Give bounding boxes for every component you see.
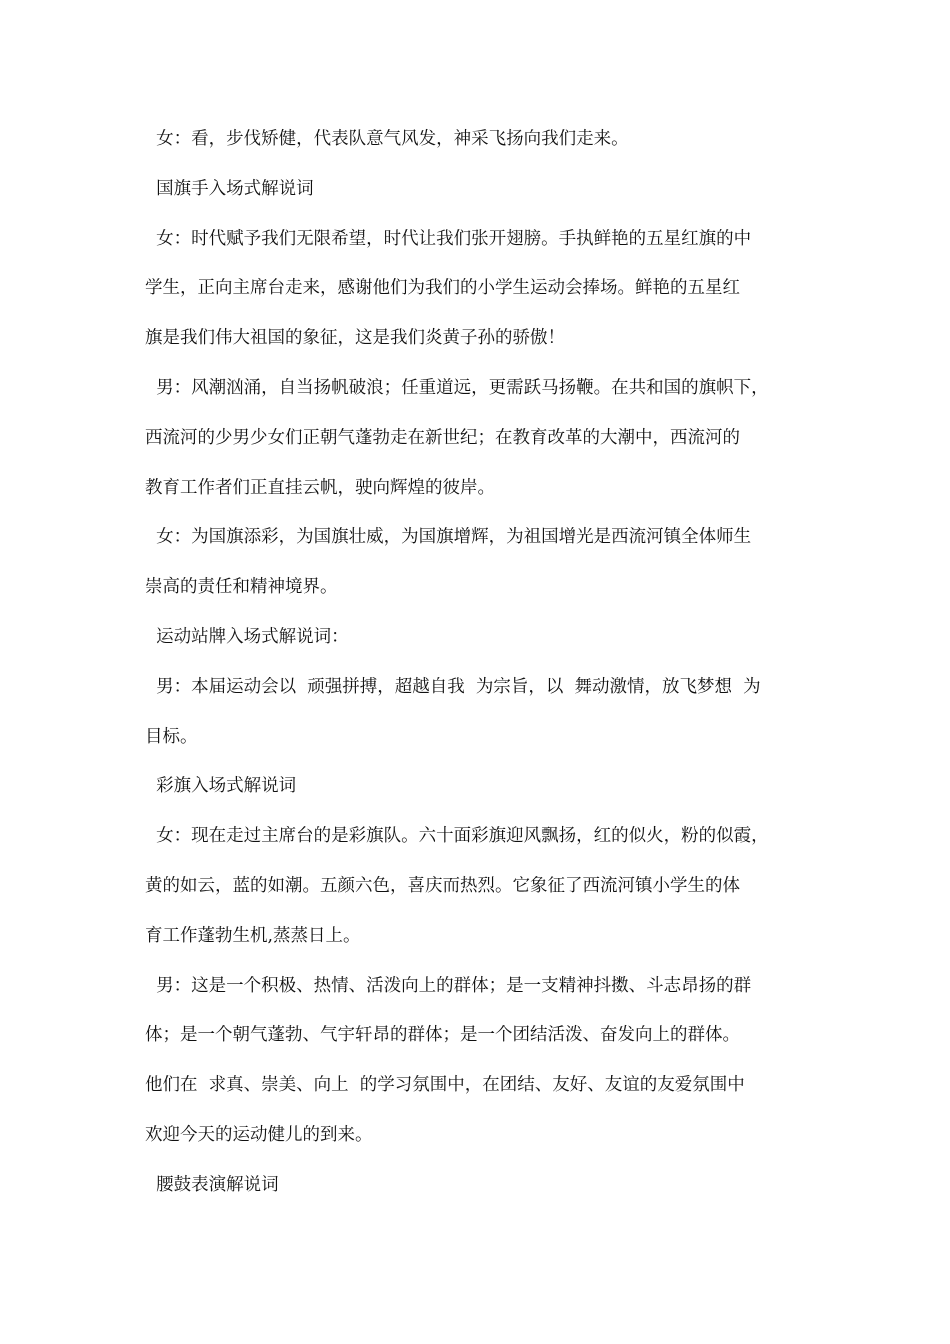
section-heading: 腰鼓表演解说词 (145, 1174, 279, 1195)
paragraph-line: 黄的如云，蓝的如潮。五颜六色，喜庆而热烈。它象征了西流河镇小学生的体 (145, 875, 740, 896)
paragraph-line: 目标。 (145, 726, 198, 747)
paragraph-line: 西流河的少男少女们正朝气蓬勃走在新世纪；在教育改革的大潮中，西流河的 (145, 427, 740, 448)
paragraph-line: 女：时代赋予我们无限希望，时代让我们张开翅膀。手执鲜艳的五星红旗的中 (145, 228, 752, 249)
paragraph-line: 教育工作者们正直挂云帆，驶向辉煌的彼岸。 (145, 477, 495, 498)
paragraph-line: 男：风潮汹涌，自当扬帆破浪；任重道远，更需跃马扬鞭。在共和国的旗帜下， (145, 377, 769, 398)
paragraph-line: 女：现在走过主席台的是彩旗队。六十面彩旗迎风飘扬，红的似火，粉的似霞， (145, 826, 769, 847)
paragraph-line: 崇高的责任和精神境界。 (145, 577, 338, 598)
section-heading: 彩旗入场式解说词 (145, 776, 297, 797)
section-heading: 运动站牌入场式解说词： (145, 626, 349, 647)
document-body (145, 115, 825, 1211)
paragraph-line: 学生，正向主席台走来，感谢他们为我们的小学生运动会捧场。鲜艳的五星红 (145, 278, 740, 299)
paragraph-line: 男：这是一个积极、热情、活泼向上的群体；是一支精神抖擞、斗志昂扬的群 (145, 975, 752, 996)
paragraph-line: 女：看，步伐矫健，代表队意气风发，神采飞扬向我们走来。 (145, 129, 629, 149)
paragraph-line: 旗是我们伟大祖国的象征，这是我们炎黄子孙的骄傲！ (145, 328, 565, 349)
paragraph-line: 女：为国旗添彩，为国旗壮威，为国旗增辉，为祖国增光是西流河镇全体师生 (145, 527, 752, 548)
paragraph-line: 欢迎今天的运动健儿的到来。 (145, 1124, 373, 1145)
paragraph-line: 体；是一个朝气蓬勃、气宇轩昂的群体；是一个团结活泼、奋发向上的群体。 (145, 1025, 740, 1046)
paragraph-line: 育工作蓬勃生机,蒸蒸日上。 (145, 925, 361, 946)
section-heading: 国旗手入场式解说词 (145, 178, 314, 199)
paragraph-line: 男：本届运动会以 顽强拼搏，超越自我 为宗旨，以 舞动激情，放飞梦想 为 (145, 676, 761, 697)
paragraph-line: 他们在 求真、崇美、向上 的学习氛围中，在团结、友好、友谊的友爱氛围中 (145, 1075, 745, 1096)
